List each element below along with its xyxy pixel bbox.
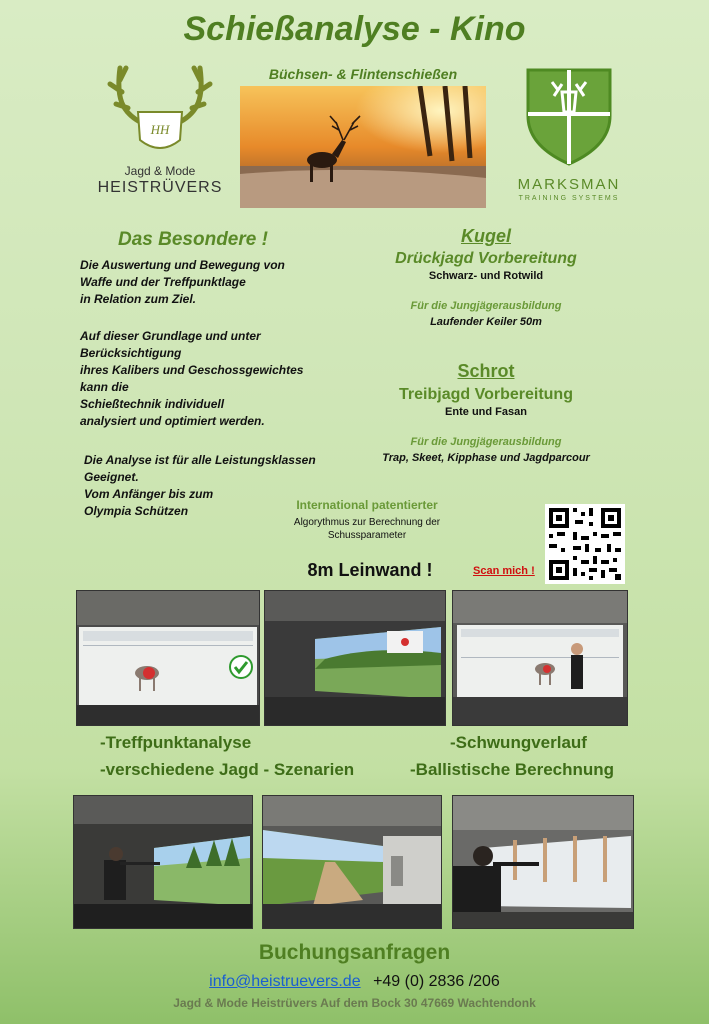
text-line: Auf dieser Grundlage und unter <box>80 329 261 343</box>
text-line: kann die <box>80 380 129 394</box>
feature-swing: -Schwungverlauf <box>450 733 587 752</box>
phone-number: +49 (0) 2836 /206 <box>373 973 500 990</box>
photo-swing-analysis <box>452 590 628 726</box>
antler-crest-icon <box>100 60 220 160</box>
text-line: ihres Kalibers und Geschossgewichtes <box>80 363 304 377</box>
text-line: in Relation zum Ziel. <box>80 292 197 306</box>
kugel-section <box>376 226 596 328</box>
qr-code-icon <box>545 504 625 584</box>
marksman-name: MARKSMAN <box>517 176 621 193</box>
photo-field-scenario <box>262 795 442 929</box>
patent-block <box>262 498 472 541</box>
patent-line2: Schussparameter <box>327 530 407 541</box>
scan-me-link[interactable]: Scan mich ! <box>473 565 535 577</box>
screen-size-label: 8m Leinwand ! <box>307 560 433 580</box>
email-link[interactable]: info@heistruevers.de <box>209 973 361 990</box>
schrot-section <box>376 361 596 464</box>
schrot-subheading: Treibjagd Vorbereitung <box>399 386 573 403</box>
special-paragraph-2 <box>80 328 350 430</box>
schrot-desc: Ente und Fasan <box>445 406 527 418</box>
schrot-jj-desc: Trap, Skeet, Kipphase und Jagdparcour <box>382 452 590 464</box>
subtitle: Büchsen- & Flintenschießen <box>268 66 458 82</box>
logo-line1: Jagd & Mode <box>124 164 196 178</box>
qr-code[interactable] <box>545 504 625 584</box>
text-line: Waffe und der Treffpunktlage <box>80 275 246 289</box>
photo-hit-analysis <box>76 590 260 726</box>
logo-line2: HEISTRÜVERS <box>97 179 223 196</box>
contact-line <box>0 973 709 991</box>
logo-initials: HH <box>150 122 170 137</box>
text-line: Berücksichtigung <box>80 346 182 360</box>
feature-hit-analysis: -Treffpunktanalyse <box>100 733 252 752</box>
heistruevers-logo <box>97 60 223 200</box>
special-paragraph-1 <box>80 257 350 308</box>
marksman-tagline: TRAINING SYSTEMS <box>518 195 620 202</box>
text-line: Geeignet. <box>84 470 139 484</box>
hero-image-deer-sunset <box>240 86 486 208</box>
text-line: analysiert und optimiert werden. <box>80 414 265 428</box>
kugel-heading: Kugel <box>460 226 511 246</box>
special-heading: Das Besondere ! <box>118 229 268 250</box>
photo-hunting-scenario <box>264 590 446 726</box>
page-title: Schießanalyse - Kino <box>183 10 526 48</box>
text-line: Die Analyse ist für alle Leistungsklassen <box>84 453 316 467</box>
photo-shooter-forest <box>73 795 253 929</box>
text-line: Olympia Schützen <box>84 504 189 518</box>
kugel-desc: Schwarz- und Rotwild <box>428 270 544 282</box>
text-line: Schießtechnik individuell <box>80 397 225 411</box>
kugel-subheading: Drückjagd Vorbereitung <box>395 250 577 267</box>
photo-shooter-winter <box>452 795 634 929</box>
kugel-jj-desc: Laufender Keiler 50m <box>430 316 542 328</box>
text-line: Vom Anfänger bis zum <box>84 487 214 501</box>
address-line: Jagd & Mode Heistrüvers Auf dem Bock 30 47669 Wachtendonk <box>173 996 536 1010</box>
patent-line1: Algorythmus zur Berechnung der <box>293 517 441 528</box>
patent-heading: International patentierter <box>296 498 438 512</box>
kugel-jj-heading: Für die Jungjägerausbildung <box>410 300 562 312</box>
schrot-heading: Schrot <box>457 361 515 381</box>
text-line: Die Auswertung und Bewegung von <box>80 258 285 272</box>
schrot-jj-heading: Für die Jungjägerausbildung <box>410 436 562 448</box>
booking-heading: Buchungsanfragen <box>258 941 451 964</box>
marksman-logo <box>514 66 624 206</box>
feature-scenarios: -verschiedene Jagd - Szenarien <box>100 760 355 779</box>
shield-stag-icon <box>514 66 624 166</box>
feature-ballistics: -Ballistische Berechnung <box>410 760 615 779</box>
